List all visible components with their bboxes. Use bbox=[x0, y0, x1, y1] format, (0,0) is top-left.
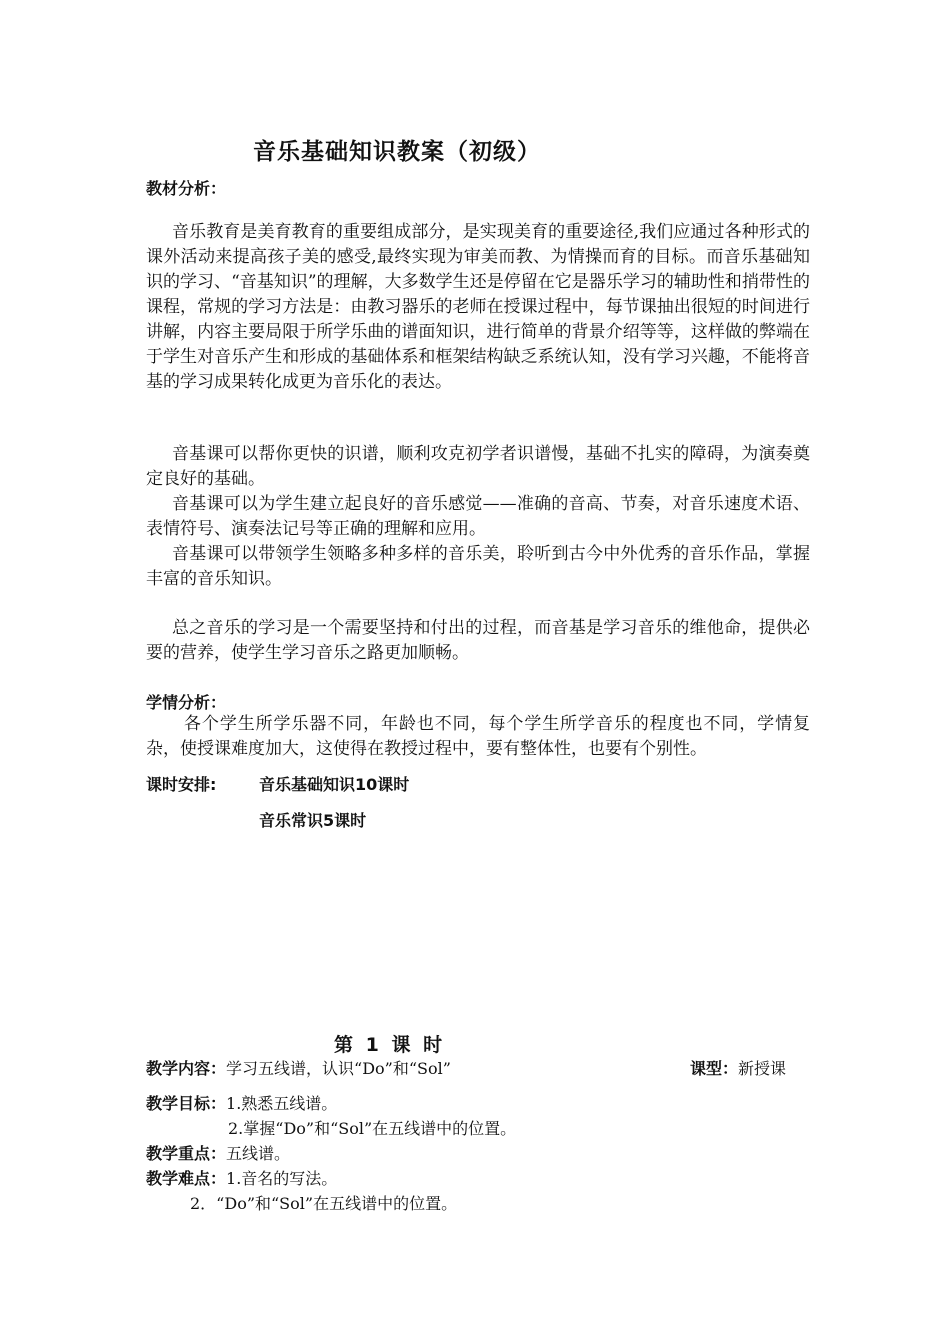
section-heading-material-analysis: 教材分析： bbox=[146, 179, 227, 198]
paragraph-student-analysis: 各个学生所学乐器不同，年龄也不同，每个学生所学音乐的程度也不同，学情复杂，使授课难度加大，这使得在教授过程中，要有整体性，也要有个别性。 bbox=[146, 714, 810, 759]
lesson-key-value: 五线谱。 bbox=[226, 1144, 291, 1163]
document-title: 音乐基础知识教案（初级） bbox=[253, 139, 541, 165]
paragraph-benefit-2: 音基课可以为学生建立起良好的音乐感觉——准确的音高、节奏，对音乐速度术语、表情符号、演奏法记号等正确的理解和应用。 bbox=[146, 494, 810, 539]
lesson-difficulty-1: 1.音名的写法。 bbox=[226, 1169, 338, 1188]
schedule-item-common-knowledge: 音乐常识5课时 bbox=[259, 811, 367, 830]
lesson-title: 第 1 课 时 bbox=[334, 1034, 443, 1056]
lesson-type-value: 新授课 bbox=[738, 1059, 787, 1078]
lesson-difficulty-row bbox=[146, 1168, 337, 1190]
lesson-key-row bbox=[146, 1143, 290, 1165]
lesson-content-value: 学习五线谱，认识“Do”和“Sol” bbox=[226, 1059, 451, 1078]
paragraph-summary: 总之音乐的学习是一个需要坚持和付出的过程，而音基是学习音乐的维他命，提供必要的营养，使学生学习音乐之路更加顺畅。 bbox=[146, 618, 810, 663]
schedule-item-basics: 音乐基础知识10课时 bbox=[259, 775, 410, 794]
lesson-content-row bbox=[146, 1058, 451, 1080]
paragraph-benefit-3: 音基课可以带领学生领略多种多样的音乐美，聆听到古今中外优秀的音乐作品，掌握丰富的音乐知识。 bbox=[146, 544, 810, 589]
paragraph-material-analysis: 音乐教育是美育教育的重要组成部分，是实现美育的重要途径,我们应通过各种形式的课外活动来提高孩子美的感受,最终实现为审美而教、为情操而育的目标。而音乐基础知识的学习、“音基知识”的理解，大多数学生还是停留在它是器乐学习的辅助性和捎带性的课程，常规的学习方法是：由教习器乐的老师在授课过程中，每节课抽出很短的时间进行讲解，内容主要局限于所学乐曲的谱面知识，进行简单的背景介绍等等，这样做的弊端在于学生对音乐产生和形成的基础体系和框架结构缺乏系统认知，没有学习兴趣，不能将音基的学习成果转化成更为音乐化的表达。 bbox=[146, 222, 810, 392]
lesson-key-label: 教学重点： bbox=[146, 1144, 227, 1163]
lesson-content-label: 教学内容： bbox=[146, 1059, 227, 1078]
paragraph-benefit-1: 音基课可以帮你更快的识谱，顺利攻克初学者识谱慢，基础不扎实的障碍，为演奏奠定良好的基础。 bbox=[146, 444, 810, 489]
lesson-type-label: 课型： bbox=[690, 1059, 739, 1078]
schedule-label: 课时安排: bbox=[146, 775, 217, 794]
lesson-goal-1: 1.熟悉五线谱。 bbox=[226, 1094, 338, 1113]
section-heading-student-analysis: 学情分析： bbox=[146, 693, 227, 712]
lesson-difficulty-label: 教学难点： bbox=[146, 1169, 227, 1188]
lesson-goal-2: 2.掌握“Do”和“Sol”在五线谱中的位置。 bbox=[228, 1119, 517, 1138]
lesson-difficulty-2: 2．“Do”和“Sol”在五线谱中的位置。 bbox=[190, 1194, 458, 1213]
lesson-goals-row bbox=[146, 1093, 337, 1115]
lesson-goals-label: 教学目标： bbox=[146, 1094, 227, 1113]
lesson-type-row bbox=[690, 1058, 786, 1080]
